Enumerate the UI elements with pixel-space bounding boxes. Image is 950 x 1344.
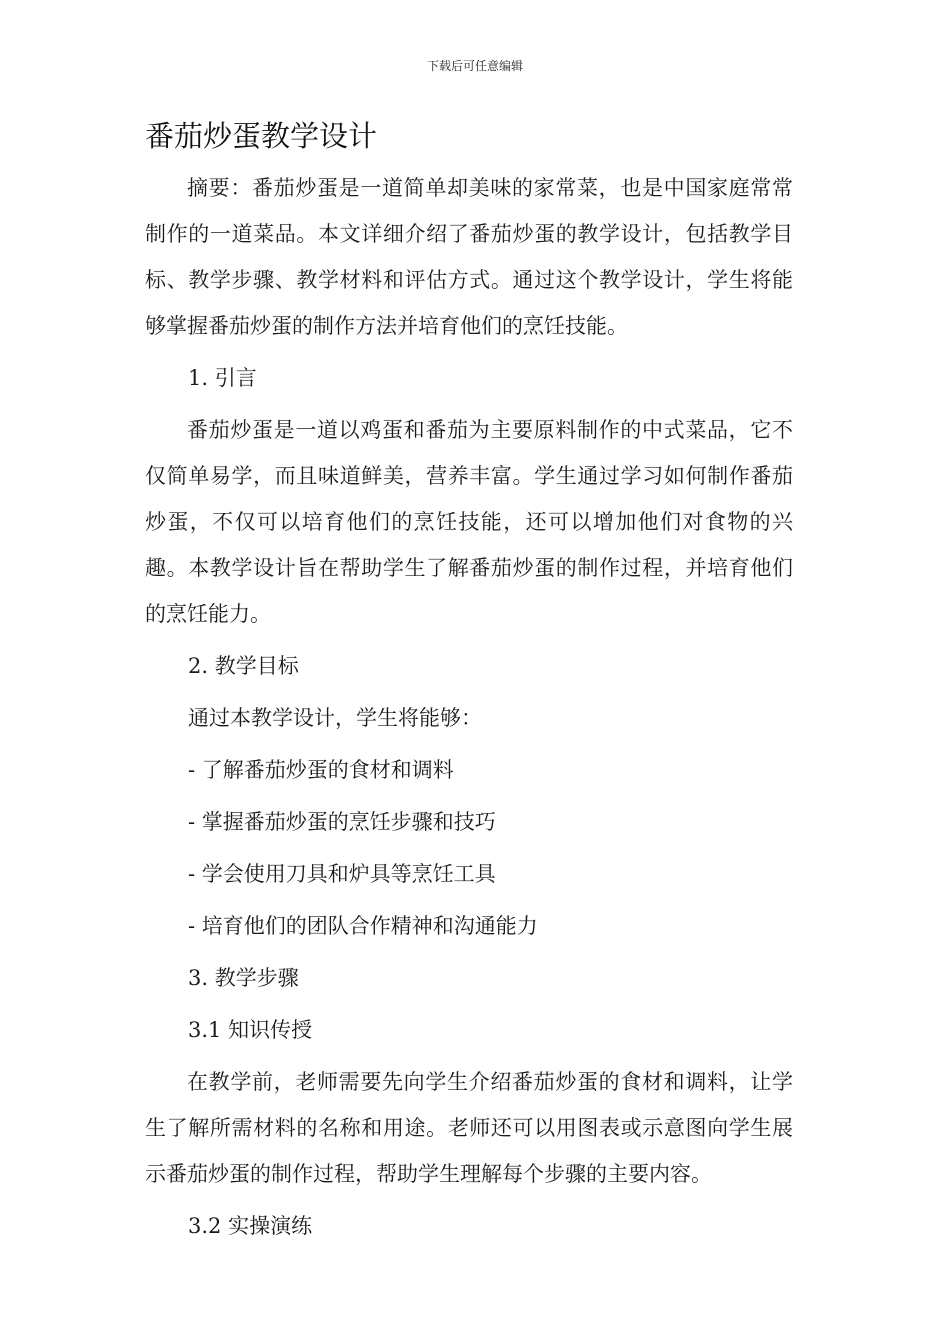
- subsection-heading-knowledge: 3.1 知识传授: [188, 1018, 313, 1042]
- goal-item: - 掌握番茄炒蛋的烹饪步骤和技巧: [188, 810, 496, 834]
- section-heading-goals: 2. 教学目标: [188, 654, 299, 678]
- header-note: 下载后可任意编辑: [426, 59, 523, 73]
- subsection-heading-practice: 3.2 实操演练: [188, 1214, 313, 1238]
- goal-item: - 了解番茄炒蛋的食材和调料: [188, 758, 454, 782]
- section-heading-steps: 3. 教学步骤: [188, 966, 299, 990]
- section-heading-intro: 1. 引言: [188, 366, 257, 390]
- abstract-paragraph: 摘要：番茄炒蛋是一道简单却美味的家常菜，也是中国家庭常常制作的一道菜品。本文详细介绍了番茄炒蛋的教学设计，包括教学目标、教学步骤、教学材料和评估方式。通过这个教学设计，学生将能够掌握番茄炒蛋的制作方法并培育他们的烹饪技能。: [145, 176, 793, 338]
- goals-intro: 通过本教学设计，学生将能够：: [188, 706, 482, 730]
- goal-item: - 培育他们的团队合作精神和沟通能力: [188, 914, 538, 938]
- goal-item: - 学会使用刀具和炉具等烹饪工具: [188, 862, 496, 886]
- document-title: 番茄炒蛋教学设计: [145, 119, 378, 153]
- knowledge-paragraph: 在教学前，老师需要先向学生介绍番茄炒蛋的食材和调料，让学生了解所需材料的名称和用途。老师还可以用图表或示意图向学生展示番茄炒蛋的制作过程，帮助学生理解每个步骤的主要内容。: [145, 1070, 793, 1186]
- intro-paragraph: 番茄炒蛋是一道以鸡蛋和番茄为主要原料制作的中式菜品，它不仅简单易学，而且味道鲜美，营养丰富。学生通过学习如何制作番茄炒蛋，不仅可以培育他们的烹饪技能，还可以增加他们对食物的兴趣。本教学设计旨在帮助学生了解番茄炒蛋的制作过程，并培育他们的烹饪能力。: [145, 418, 793, 626]
- document-body: [145, 165, 793, 1255]
